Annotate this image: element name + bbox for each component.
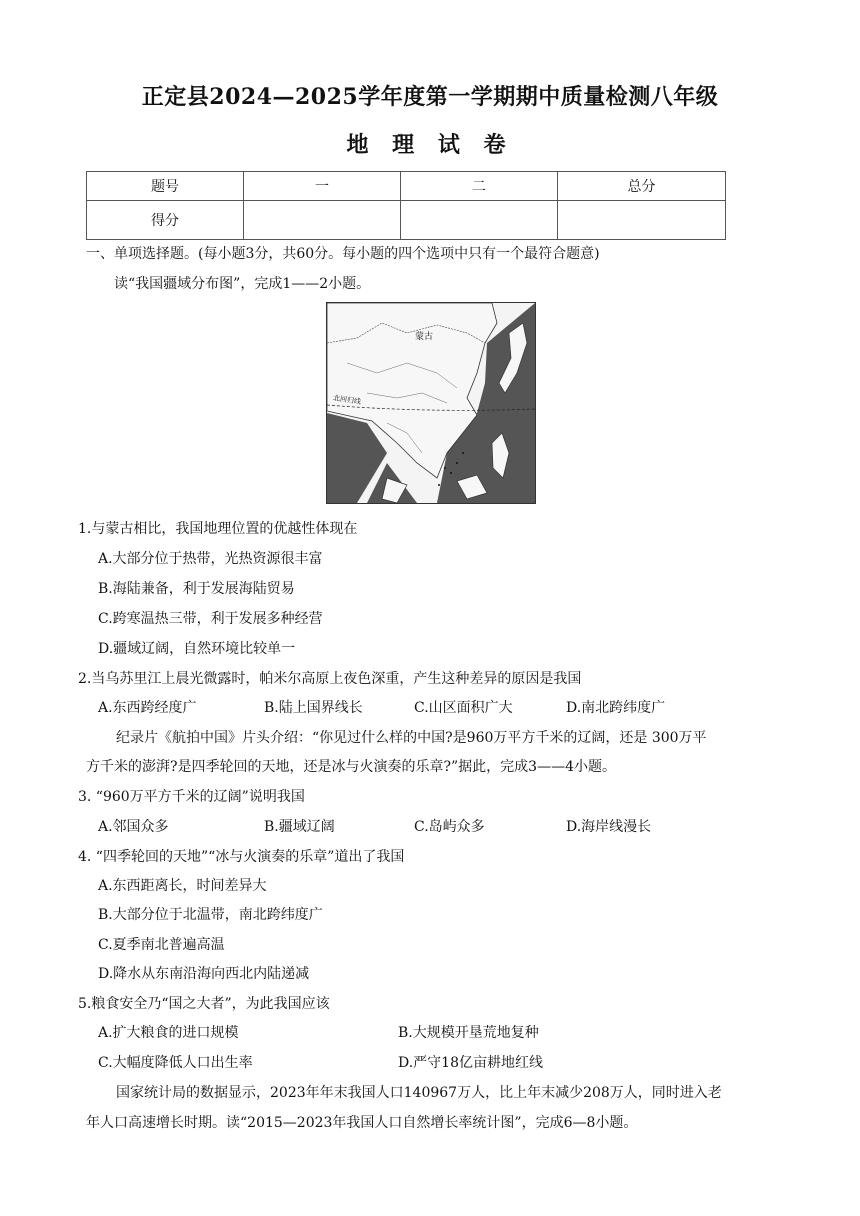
score-table [86, 171, 726, 240]
q2-stem: 2.当乌苏里江上晨光微露时，帕米尔高原上夜色深重，产生这种差异的原因是我国 [78, 671, 582, 687]
documentary-intro-line2: 方千米的澎湃?是四季轮回的天地，还是冰与火演奏的乐章?”据此，完成3——4小题。 [86, 759, 616, 775]
territory-map [326, 302, 536, 504]
score-cell-part2 [401, 201, 558, 240]
score-header-part1: 一 [244, 172, 401, 201]
score-table-header-row [87, 172, 726, 201]
q3-option-c: C.岛屿众多 [414, 819, 485, 835]
q2-option-a: A.东西跨经度广 [98, 700, 197, 716]
q5-option-b: B.大规模开垦荒地复种 [398, 1025, 539, 1041]
score-row-label: 得分 [87, 201, 244, 240]
q3-option-b: B.疆域辽阔 [264, 819, 335, 835]
map-intro: 读“我国疆域分布图”，完成1——2小题。 [114, 276, 371, 292]
q4-option-a: A.东西距离长，时间差异大 [98, 878, 267, 894]
score-header-part2: 二 [401, 172, 558, 201]
q5-option-c: C.大幅度降低人口出生率 [98, 1055, 253, 1071]
q4-option-d: D.降水从东南沿海向西北内陆递减 [98, 966, 310, 982]
exam-title: 正定县2024—2025学年度第一学期期中质量检测八年级 [141, 84, 719, 110]
score-table-score-row [87, 201, 726, 240]
section-heading: 一、单项选择题。(每小题3分，共60分。每小题的四个选项中只有一个最符合题意) [86, 246, 600, 262]
documentary-intro-line1: 纪录片《航拍中国》片头介绍：“你见过什么样的中国?是960万平方千米的辽阔，还是 300万平 [116, 730, 707, 746]
q1-option-d: D.疆域辽阔，自然环境比较单一 [98, 641, 296, 657]
statistics-intro-line2: 年人口高速增长时期。读“2015—2023年我国人口自然增长率统计图”，完成6—8小题。 [86, 1115, 638, 1131]
q3-stem: 3. “960万平方千米的辽阔”说明我国 [78, 789, 305, 805]
exam-subtitle: 地 理 试 卷 [346, 132, 514, 158]
q2-option-b: B.陆上国界线长 [264, 700, 363, 716]
score-header-total: 总分 [558, 172, 726, 201]
q4-option-c: C.夏季南北普遍高温 [98, 937, 225, 953]
q2-option-c: C.山区面积广大 [414, 700, 513, 716]
q5-option-a: A.扩大粮食的进口规模 [98, 1025, 239, 1041]
q1-stem: 1.与蒙古相比，我国地理位置的优越性体现在 [78, 521, 358, 537]
statistics-intro-line1: 国家统计局的数据显示，2023年年末我国人口140967万人，比上年末减少208万人，同时进入老 [116, 1085, 722, 1101]
map-label-tropic: 北回归线 [332, 394, 362, 406]
q5-option-d: D.严守18亿亩耕地红线 [398, 1055, 543, 1071]
q4-stem: 4. “四季轮回的天地”“冰与火演奏的乐章”道出了我国 [78, 849, 405, 865]
score-header-number: 题号 [87, 172, 244, 201]
q1-option-c: C.跨寒温热三带，利于发展多种经营 [98, 611, 323, 627]
q2-option-d: D.南北跨纬度广 [566, 700, 666, 716]
q1-option-a: A.大部分位于热带，光热资源很丰富 [98, 551, 323, 567]
map-label-mongolia: 蒙古 [415, 332, 434, 342]
score-cell-part1 [244, 201, 401, 240]
q5-stem: 5.粮食安全乃“国之大者”，为此我国应该 [78, 996, 330, 1012]
q3-option-a: A.邻国众多 [98, 819, 169, 835]
q4-option-b: B.大部分位于北温带，南北跨纬度广 [98, 907, 323, 923]
q3-option-d: D.海岸线漫长 [566, 819, 652, 835]
score-cell-total [558, 201, 726, 240]
q1-option-b: B.海陆兼备，利于发展海陆贸易 [98, 581, 295, 597]
